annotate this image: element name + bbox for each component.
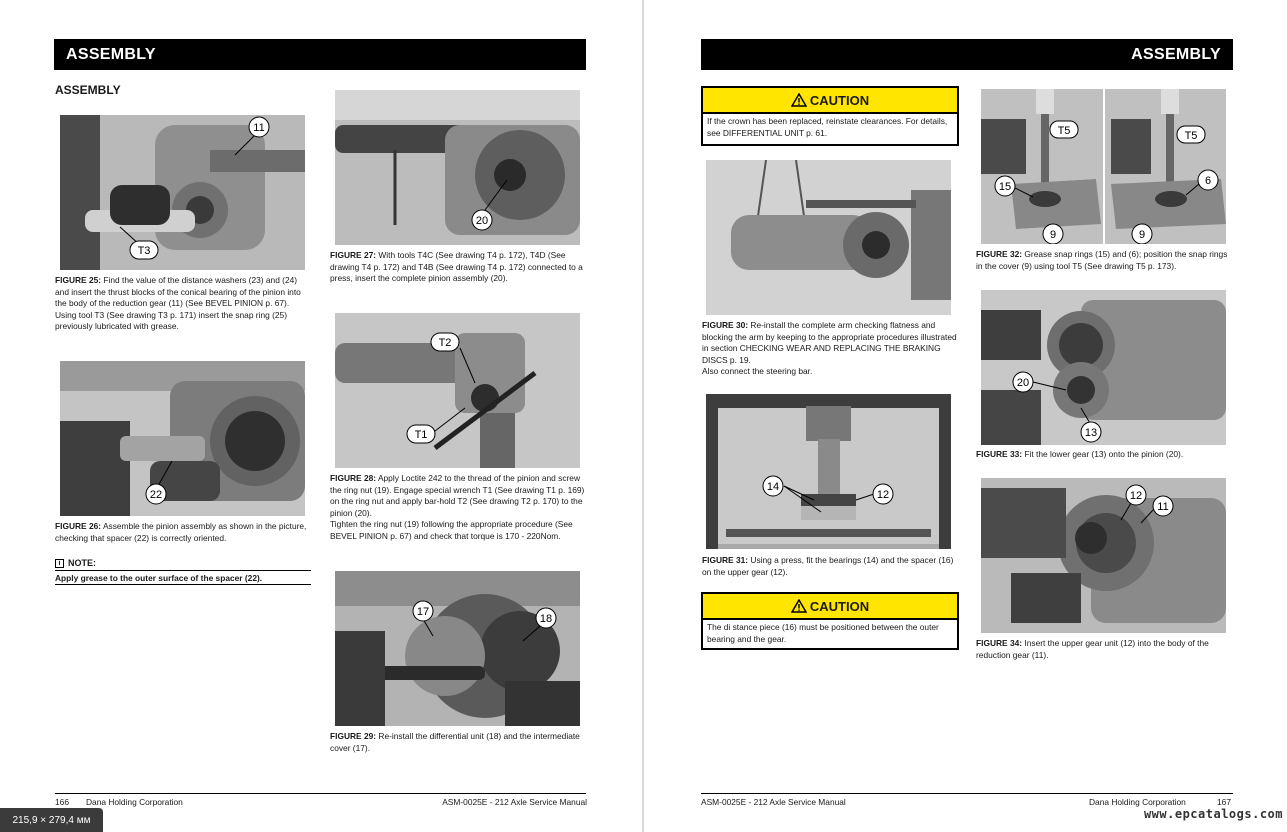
figure-text: Also connect the steering bar. — [702, 366, 813, 377]
figure-34-illustration — [981, 478, 1226, 633]
figure-label: FIGURE 29: — [330, 731, 377, 741]
footer-divider — [701, 793, 1233, 794]
warning-icon — [791, 93, 807, 107]
callout: 12 — [876, 489, 890, 501]
figure-32-photo — [981, 89, 1226, 244]
figure-33-caption — [976, 449, 1234, 461]
callout: 18 — [539, 613, 553, 625]
figure-34-caption — [976, 638, 1234, 661]
figure-31-photo — [706, 394, 951, 549]
right-page — [644, 0, 1287, 832]
caution-text: The di stance piece (16) must be positioned between the outer bearing and the gear. — [707, 622, 939, 644]
page-header — [54, 39, 586, 70]
figure-label: FIGURE 25: — [55, 275, 102, 285]
callout: 20 — [1016, 377, 1030, 389]
header-title: ASSEMBLY — [1131, 45, 1221, 63]
figure-label: FIGURE 26: — [55, 521, 102, 531]
caution-heading — [703, 88, 957, 114]
figure-label: FIGURE 34: — [976, 638, 1023, 648]
figure-29-photo — [335, 571, 580, 726]
figure-32-caption — [976, 249, 1234, 272]
figure-31-caption — [702, 555, 960, 578]
page-header — [701, 39, 1233, 70]
header-title: ASSEMBLY — [66, 45, 156, 63]
figure-30-caption — [702, 320, 960, 378]
figure-30-illustration — [706, 160, 951, 315]
figure-text: Apply Loctite 242 to the thread of the pinion and screw the ring nut (19). Engage special wrench T1 (See drawing T1 p. 169) on the ring nut and apply bar-hold T2 (See drawing T2 p. 170) to the pinion (20). — [330, 473, 585, 518]
figure-28-photo — [335, 313, 580, 468]
figure-33-illustration — [981, 290, 1226, 445]
figure-32-illustration — [981, 89, 1226, 244]
figure-text: Grease snap rings (15) and (6); position the snap rings in the cover (9) using tool T5 (See drawing T5 p. 173). — [976, 249, 1228, 271]
footer-page-number: 167 — [1217, 797, 1231, 807]
footer-manual: ASM-0025E - 212 Axle Service Manual — [442, 797, 587, 807]
callout: 13 — [1084, 427, 1098, 439]
footer-manual: ASM-0025E - 212 Axle Service Manual — [701, 797, 846, 807]
figure-text: Using a press, fit the bearings (14) and the spacer (16) on the upper gear (12). — [702, 555, 954, 577]
warning-icon — [791, 599, 807, 613]
figure-25-photo — [60, 115, 305, 270]
callout: T5 — [1184, 130, 1198, 142]
figure-text: Fit the lower gear (13) onto the pinion (20). — [1022, 449, 1184, 459]
page-dimensions-badge: 215,9 × 279,4 мм — [0, 808, 103, 832]
note-heading — [55, 558, 96, 568]
figure-33-photo — [981, 290, 1226, 445]
footer-page-number: 166 — [55, 797, 69, 807]
figure-27-illustration — [335, 90, 580, 245]
figure-31-illustration — [706, 394, 951, 549]
caution-title: CAUTION — [809, 598, 870, 614]
caution-box — [701, 592, 959, 650]
note-divider-bottom — [55, 584, 311, 585]
note-divider-top — [55, 570, 311, 571]
callout: 11 — [1157, 501, 1169, 513]
figure-27-photo — [335, 90, 580, 245]
figure-26-photo — [60, 361, 305, 516]
figure-26-illustration — [60, 361, 305, 516]
figure-text: With tools T4C (See drawing T4 p. 172), T4D (See drawing T4 p. 172) and T4B (See drawing T4 p. 172) connected to a press, insert the complete pinion assembly (20). — [330, 250, 583, 284]
caution-heading — [703, 594, 957, 620]
section-title: ASSEMBLY — [55, 83, 121, 97]
callout: 9 — [1049, 229, 1057, 241]
callout: 22 — [149, 489, 163, 501]
figure-text: Re-install the differential unit (18) and the intermediate cover (17). — [330, 731, 580, 753]
callout: T5 — [1057, 125, 1071, 137]
callout: 9 — [1138, 229, 1146, 241]
figure-28-caption — [330, 473, 587, 543]
figure-26-caption — [55, 521, 310, 544]
callout: 11 — [253, 122, 265, 134]
footer-divider — [55, 793, 586, 794]
figure-27-caption — [330, 250, 585, 285]
callout: T3 — [137, 245, 151, 257]
figure-text: Using tool T3 (See drawing T3 p. 171) insert the snap ring (25) previously lubricated with grease. — [55, 309, 287, 332]
watermark: www.epcatalogs.com — [1143, 807, 1283, 821]
note-text: Apply grease to the outer surface of the spacer (22). — [55, 573, 263, 583]
figure-25-caption — [55, 275, 310, 333]
figure-34-photo — [981, 478, 1226, 633]
callout: T1 — [414, 429, 428, 441]
footer-company: Dana Holding Corporation — [86, 797, 183, 807]
caution-box — [701, 86, 959, 146]
caution-title: CAUTION — [809, 92, 870, 108]
figure-text: Insert the upper gear unit (12) into the body of the reduction gear (11). — [976, 638, 1209, 660]
callout: 6 — [1204, 175, 1212, 187]
callout: 20 — [475, 215, 489, 227]
figure-label: FIGURE 33: — [976, 449, 1023, 459]
callout: T2 — [438, 337, 452, 349]
callout: 17 — [416, 606, 430, 618]
figure-label: FIGURE 27: — [330, 250, 377, 260]
figure-text: Assemble the pinion assembly as shown in the picture, checking that spacer (22) is correctly oriented. — [55, 521, 307, 543]
left-page — [0, 0, 643, 832]
figure-label: FIGURE 30: — [702, 320, 749, 330]
note-icon: i — [55, 559, 64, 568]
figure-text: Find the value of the distance washers (23) and (24) and insert the thrust blocks of the conical bearing of the pinion into the body of the reduction gear (11) (See BEVEL PINION p. 67). — [55, 275, 301, 309]
figure-label: FIGURE 31: — [702, 555, 749, 565]
figure-label: FIGURE 28: — [330, 473, 377, 483]
callout: 15 — [998, 181, 1012, 193]
footer-company: Dana Holding Corporation — [1089, 797, 1186, 807]
figure-28-illustration — [335, 313, 580, 468]
caution-text: If the crown has been replaced, reinstate clearances. For details, see DIFFERENTIAL UNIT p. 61. — [707, 116, 948, 138]
callout: 12 — [1129, 490, 1143, 502]
callout: 14 — [766, 481, 780, 493]
figure-text: Re-install the complete arm checking flatness and blocking the arm by keeping to the appropriate procedures illustrated in section CHECKING WEAR AND REPLACING THE BRAKING DISCS p. 19. — [702, 320, 957, 365]
figure-29-illustration — [335, 571, 580, 726]
figure-29-caption — [330, 731, 585, 754]
figure-30-photo — [706, 160, 951, 315]
note-title: NOTE: — [68, 558, 96, 568]
figure-25-illustration — [60, 115, 305, 270]
figure-label: FIGURE 32: — [976, 249, 1023, 259]
figure-text: Tighten the ring nut (19) following the appropriate procedure (See BEVEL PINION p. 67) and check that torque is 170 - 220Nom. — [330, 519, 573, 541]
